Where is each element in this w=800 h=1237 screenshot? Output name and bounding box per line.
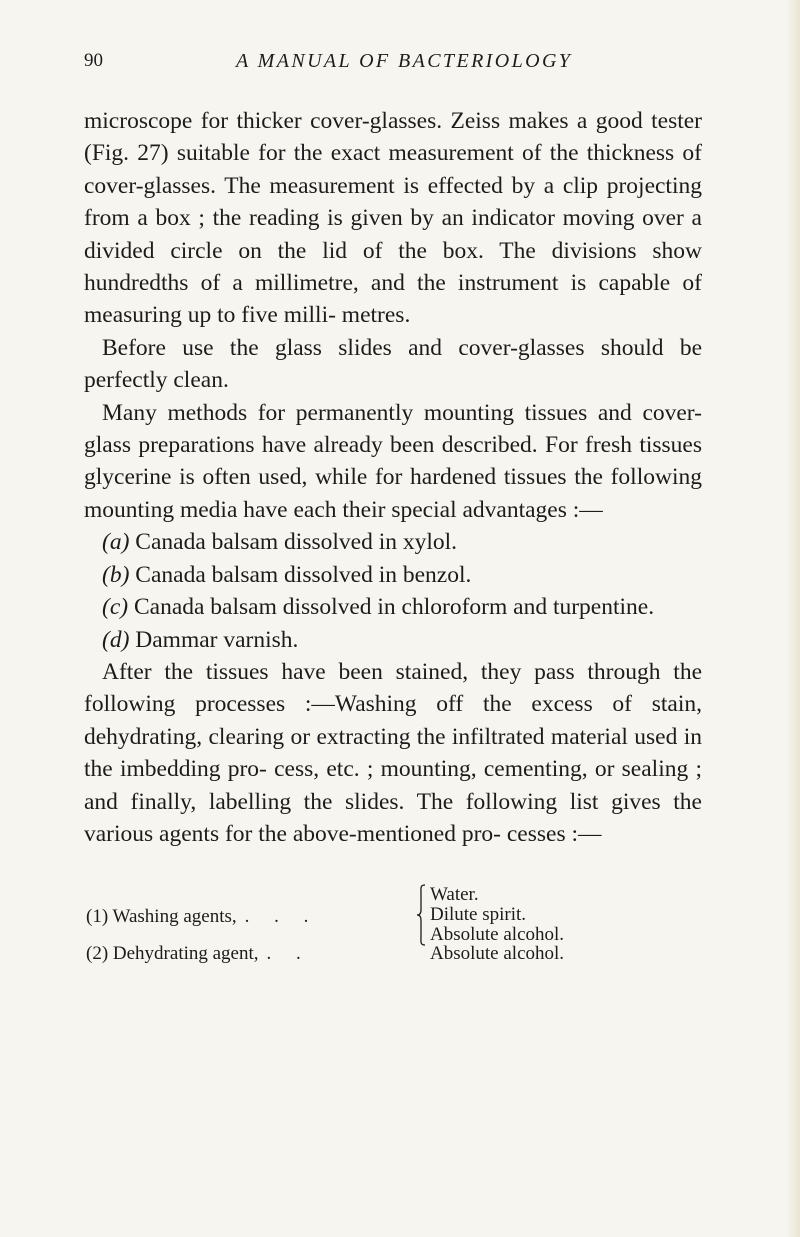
list-item-d xyxy=(84,624,702,656)
agents-table xyxy=(84,884,704,974)
page-number: 90 xyxy=(84,50,103,71)
curly-brace-icon xyxy=(416,884,426,946)
list-item: Water. xyxy=(430,884,479,905)
washing-agents-list xyxy=(430,884,564,944)
list-item-b xyxy=(84,559,702,591)
list-letter-c: (c) xyxy=(102,594,129,621)
list-item-c xyxy=(84,591,702,623)
list-text-c: Canada balsam dissolved in chloroform and turpentine. xyxy=(133,594,655,621)
running-title: A MANUAL OF BACTERIOLOGY xyxy=(236,50,573,72)
dehydrating-agent-label: (2) Dehydrating agent, xyxy=(86,943,259,964)
paragraph-mounting-methods: Many methods for permanently mounting tissues and cover-glass preparations have already been described. For fresh tissues glycerine is often used, while for hardened tissues the following mounting media have each their special advantages :— xyxy=(84,399,702,523)
leader-dots: . . xyxy=(266,943,311,964)
list-text-b: Canada balsam dissolved in benzol. xyxy=(135,561,472,588)
list-item: Dilute spirit. xyxy=(430,904,527,925)
list-text-d: Dammar varnish. xyxy=(135,626,299,653)
paragraph-processes: After the tissues have been stained, they pass through the following processes :—Washing off the excess of stain, dehydrating, clearing or extracting the infiltrated material used in the imbedding pro- cess, etc. ; mounting, cementing, or sealing ; and finally, labelling the slides. The following list gives the various agents for the above-mentioned pro- cesses :— xyxy=(84,658,702,847)
table-row-washing xyxy=(86,906,318,927)
body-text xyxy=(84,105,702,850)
page-header xyxy=(84,50,704,82)
table-row-dehydrating xyxy=(86,943,311,964)
paragraph-cover-glass-tester: microscope for thicker cover-glasses. Zeiss makes a good tester (Fig. 27) suitable for the exact measurement of the thickness of cover-glasses. The measurement is effected by a clip projecting from a box ; the reading is given by an indicator moving over a divided circle on the lid of the box. The divisions show hundredths of a millimetre, and the instrument is capable of measuring up to five milli- metres. xyxy=(84,108,702,329)
list-letter-b: (b) xyxy=(102,561,130,588)
dehydrating-agent-value: Absolute alcohol. xyxy=(430,943,565,964)
list-item-a xyxy=(84,526,702,558)
list-text-a: Canada balsam dissolved in xylol. xyxy=(135,529,458,556)
leader-dots: . . . xyxy=(244,906,319,927)
washing-agents-label: (1) Washing agents, xyxy=(86,906,237,927)
page-edge-shadow xyxy=(786,0,800,1237)
list-item: Absolute alcohol. xyxy=(430,924,565,945)
list-letter-a: (a) xyxy=(102,529,130,556)
paragraph-clean-slides: Before use the glass slides and cover-glasses should be perfectly clean. xyxy=(84,334,702,394)
list-letter-d: (d) xyxy=(102,626,130,653)
